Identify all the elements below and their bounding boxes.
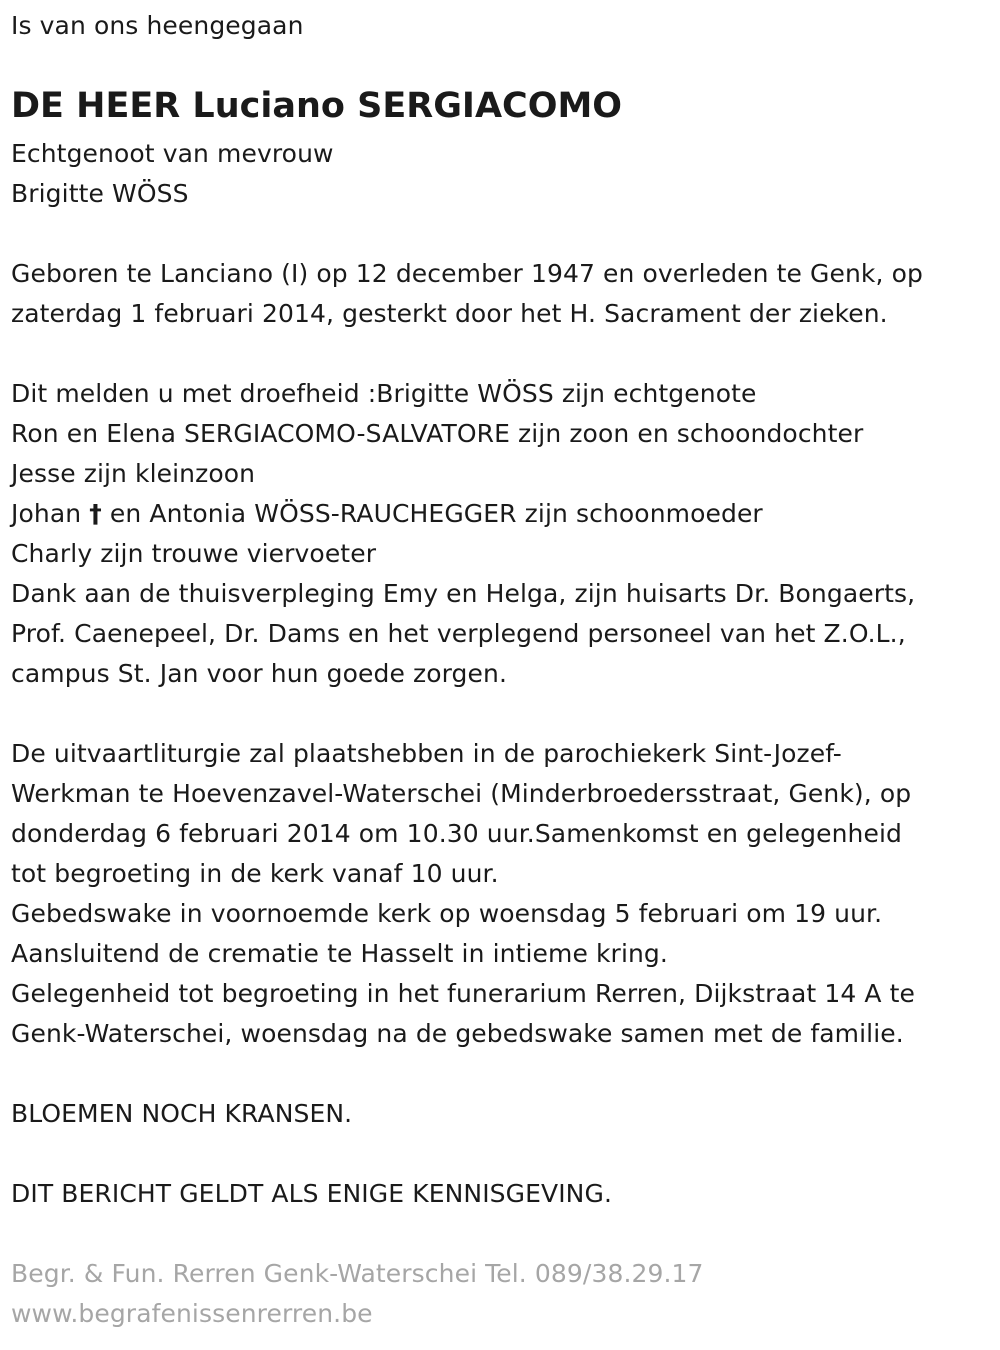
ceremony-line: tot begroeting in de kerk vanaf 10 uur. [11, 859, 499, 888]
birth-line: Geboren te Lanciano (I) op 12 december 1947 en overleden te Genk, op [11, 259, 923, 288]
family-line: Ron en Elena SERGIACOMO-SALVATORE zijn zoon en schoondochter [11, 419, 864, 448]
family-section [11, 374, 915, 694]
family-line: Dit melden u met droefheid :Brigitte WÖSS zijn echtgenote [11, 379, 757, 408]
family-line-johan [11, 494, 915, 534]
ceremony-section [11, 734, 915, 1054]
ceremony-line: Aansluitend de crematie te Hasselt in intieme kring. [11, 939, 668, 968]
family-text: Johan [11, 499, 90, 528]
announcement-notice: DIT BERICHT GELDT ALS ENIGE KENNISGEVING. [11, 1179, 612, 1208]
family-line: Charly zijn trouwe viervoeter [11, 539, 377, 568]
family-line: Jesse zijn kleinzoon [11, 459, 256, 488]
funeral-home-website: www.begrafenissenrerren.be [11, 1299, 373, 1328]
intro-text: Is van ons heengegaan [11, 11, 304, 40]
spouse-line: Brigitte WÖSS [11, 179, 189, 208]
ceremony-line: Gelegenheid tot begroeting in het funerarium Rerren, Dijkstraat 14 A te [11, 979, 916, 1008]
birth-death-section [11, 254, 923, 334]
flowers-notice: BLOEMEN NOCH KRANSEN. [11, 1099, 353, 1128]
funeral-home-footer [11, 1254, 704, 1334]
birth-line: zaterdag 1 februari 2014, gesterkt door het H. Sacrament der zieken. [11, 299, 888, 328]
spouse-section [11, 134, 334, 214]
ceremony-line: Gebedswake in voornoemde kerk op woensdag 5 februari om 19 uur. [11, 899, 883, 928]
spouse-line: Echtgenoot van mevrouw [11, 139, 334, 168]
thanks-line: Prof. Caenepeel, Dr. Dams en het verplegend personeel van het Z.O.L., [11, 619, 906, 648]
family-text: en Antonia WÖSS-RAUCHEGGER zijn schoonmoeder [101, 499, 763, 528]
ceremony-line: De uitvaartliturgie zal plaatshebben in de parochiekerk Sint-Jozef- [11, 739, 842, 768]
ceremony-line: donderdag 6 februari 2014 om 10.30 uur.Samenkomst en gelegenheid [11, 819, 902, 848]
thanks-line: Dank aan de thuisverpleging Emy en Helga, zijn huisarts Dr. Bongaerts, [11, 579, 916, 608]
funeral-home-contact: Begr. & Fun. Rerren Genk-Waterschei Tel. 089/38.29.17 [11, 1259, 704, 1288]
deceased-name: DE HEER Luciano SERGIACOMO [11, 86, 623, 126]
cross-icon: † [89, 499, 102, 528]
ceremony-line: Genk-Waterschei, woensdag na de gebedswake samen met de familie. [11, 1019, 904, 1048]
ceremony-line: Werkman te Hoevenzavel-Waterschei (Minderbroedersstraat, Genk), op [11, 779, 912, 808]
thanks-line: campus St. Jan voor hun goede zorgen. [11, 659, 507, 688]
